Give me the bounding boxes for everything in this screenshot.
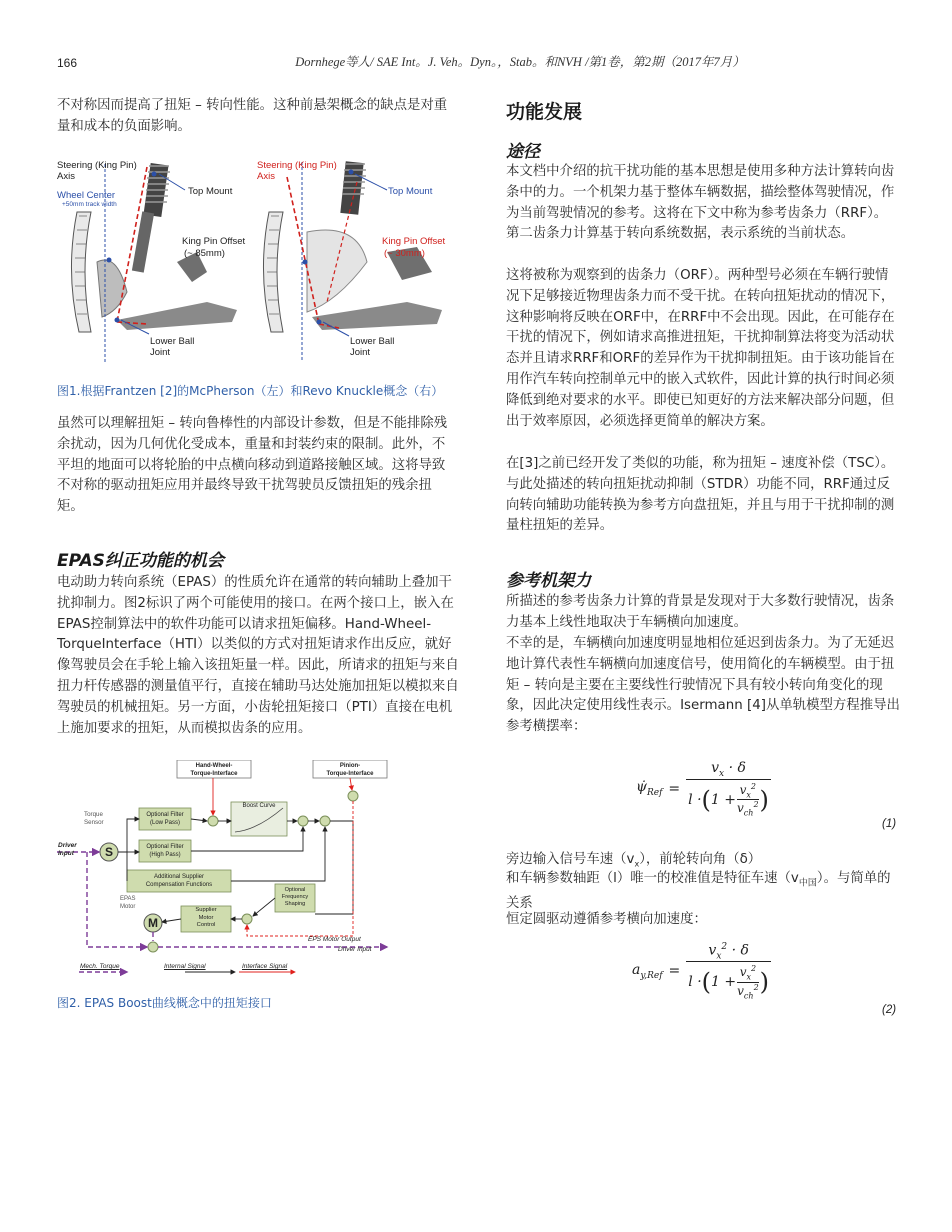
fig2-driver-input-label: Driver Input (58, 842, 77, 857)
fig2-driver-input-right-label: Driver Input (338, 946, 372, 953)
fig1-left-kingpin-label: King Pin Offset (182, 236, 246, 247)
fig2-m-symbol: M (148, 916, 158, 930)
sum-node-2 (298, 816, 308, 826)
fig2-motor-control-label: Supplier Motor Control (195, 907, 217, 928)
figure-1-caption: 图1.根据Frantzen [2]的McPherson（左）和Revo Knuckle概念（右） (57, 384, 444, 398)
fig1-wheel-center-label: Wheel Center (57, 190, 116, 201)
sum-node-pti (348, 791, 358, 801)
fig2-legend-mech: Mech. Torque (80, 963, 120, 970)
fig1-track-label: +50mm track width (62, 201, 117, 208)
fig1-right-offset-value: (~ 30mm) (384, 248, 425, 259)
fig1-left-axis-label: Steering (King Pin) Axis (57, 160, 137, 182)
side-paragraph-3: 恒定圆驱动遵循参考横向加速度： (506, 912, 707, 927)
equation-2-number: (2) (882, 1004, 897, 1016)
fig1-left-offset-value: (~ 85mm) (184, 248, 225, 259)
approach-paragraph-3: 在[3]之前已经开发了类似的功能，称为扭矩 – 速度补偿（TSC）。与此处描述的转向扭矩扰动抑制（STDR）功能不同，RRF通过反向转向辅助功能转换为参考方向盘扭矩，并且与用于干扰抑制的测量柱扭矩的差异。 (506, 456, 895, 534)
fig1-right-axis-label: Steering (King Pin) Axis (257, 160, 337, 182)
heading-approach: 途径 (506, 142, 540, 162)
approach-paragraph-1: 本文档中介绍的抗干扰功能的基本思想是使用多种方法计算转向齿条中的力。一个机架力基于整体车辆数据，描绘整体驾驶情况，作为当前驾驶情况的参考。这将在下文中称为参考齿条力（RRF）。第二齿条力计算基于转向系统数据，表示系统的当前状态。 (506, 164, 895, 242)
fig1-right-lower-ball-label: Lower Ball Joint (350, 336, 395, 358)
equation-1-number: (1) (882, 818, 897, 830)
figure-1-suspension (57, 152, 447, 367)
equation-2: $a_{y,Ref}$ = $v_x^2 \cdot \delta$ l · ( 1 + $v_x^2$ $v_{ch}^2$ ) (632, 942, 770, 1001)
fig1-left-top-mount-label: Top Mount (188, 186, 233, 197)
paragraph-2: 虽然可以理解扭矩 – 转向鲁棒性的内部设计参数，但是不能排除残余扰动，因为几何优化受成本，重量和封装约束的限制。此外，不平坦的地面可以将轮胎的中点横向移动到道路接触区域。这将导致不对称的驱动扭矩应用并最终导致干扰驾驶员反馈扭矩的残余扭矩。 (57, 416, 448, 515)
fig2-legend-internal: Internal Signal (164, 963, 206, 970)
fig2-torque-sensor-label: Torque Sensor (84, 811, 104, 826)
fig1-left-lower-ball-label: Lower Ball Joint (150, 336, 195, 358)
sum-node-1 (208, 816, 218, 826)
sum-node-4 (242, 914, 252, 924)
fig1-left-panel (57, 152, 245, 367)
sum-node-3 (320, 816, 330, 826)
fig2-hti-label: Hand-Wheel- Torque-Interface (190, 763, 238, 777)
fig2-supplier-comp-label: Additional Supplier Compensation Functions (145, 874, 213, 888)
page-number: 166 (57, 56, 78, 70)
side-paragraph-2: 和车辆参数轴距（l）唯一的校准值是特征车速$(v_{中国})$。与简单的关系 (506, 871, 891, 912)
sum-node-5 (148, 942, 158, 952)
ref-paragraph-2: 不幸的是，车辆横向加速度明显地相位延迟到齿条力。为了无延迟地计算代表性车辆横向加速度信号，使用简化的车辆模型。由于扭矩 – 转向是主要在主要线性行驶情况下具有较小转向角变化的现象，因此决定使用线性表示。Isermann [4]从单轨模型方程推导出参考横摆率： (506, 636, 900, 735)
fig2-filter-high-label: Optional Filter (High Pass) (146, 844, 184, 858)
heading-reference-rack-force: 参考机架力 (506, 571, 591, 591)
intro-paragraph: 不对称因而提高了扭矩 – 转向性能。这种前悬架概念的缺点是对重量和成本的负面影响。 (57, 98, 448, 134)
fig2-filter-low-label: Optional Filter (Low Pass) (146, 812, 184, 826)
equation-1: $\psi̇_{Ref}$ = $v_x \cdot \delta$ l · ( 1 + $v_x^2$ $v_{ch}^2$ ) (636, 760, 769, 818)
fig2-freq-shaping-label: Optional Frequency Shaping (281, 887, 309, 907)
ref-paragraph-1: 所描述的参考齿条力计算的背景是发现对于大多数行驶情况，齿条力基本上线性地取决于车辆横向加速度。 (506, 594, 895, 630)
fig2-legend-interface: Interface Signal (242, 963, 288, 970)
heading-function-development: 功能发展 (506, 101, 583, 123)
figure-2-caption: 图2. EPAS Boost曲线概念中的扭矩接口 (57, 996, 272, 1010)
approach-paragraph-2: 这将被称为观察到的齿条力（ORF）。两种型号必须在车辆行驶情况下足够接近物理齿条力而不受干扰。在转向扭矩扰动的情况下，这种影响将反映在ORF中，在RRF中不会出现。因此，在可能存在干扰的情况下，例如请求高推进扭矩，干扰抑制算法将变为活动状态并且请求RRF和ORF的差异作为干扰抑制扭矩。由于该功能旨在用作汽车转向控制单元中的嵌入式软件，因此计算的执行时间必须降低到绝对要求的水平。即使已知更好的方法来解决部分问题，但出于效率原因，必须选择更简单的解决方案。 (506, 268, 895, 429)
paragraph-3: 电动助力转向系统（EPAS）的性质允许在通常的转向辅助上叠加干扰抑制力。图2标识了两个可能使用的接口。在两个接口上，嵌入在EPAS控制算法中的软件功能可以请求扭矩偏移。Hand-Wheel-TorqueInterface（HTI）以类似的方式对扭矩请求作出反应，就好像驾驶员会在手轮上输入该扭矩量一样。因此，所请求的扭矩与来自扭力杆传感器的测量值平行，直接在辅助马达处施加扭矩以模拟来自驾驶员的机械扭矩。另一方面，小齿轮扭矩接口（PTI）直接在电机上施加要求的扭矩，从而模拟齿条的应用。 (57, 575, 459, 736)
running-title: Dornhege等人/ SAE Int。J. Veh。Dyn。，Stab。和NVH /第1卷，第2期（2017年7月） (295, 55, 745, 69)
fig2-s-symbol: S (104, 845, 113, 859)
fig1-right-top-mount-label: Top Mount (388, 186, 433, 197)
fig2-motor-output-label: EPS Motor Output (308, 936, 361, 943)
side-paragraph-1: 旁边输入信号车速$(v_x)$，前轮转向角（δ） (506, 852, 762, 869)
fig1-right-panel (257, 152, 447, 367)
eq1-lhs: $\psi̇_{Ref}$ (636, 779, 663, 799)
fig2-boost-label: Boost Curve (242, 803, 276, 809)
fig2-pti-label: Pinion- Torque-Interface (326, 763, 374, 777)
eq2-lhs: $a_{y,Ref}$ (632, 961, 663, 981)
fig1-right-kingpin-label: King Pin Offset (382, 236, 446, 247)
heading-epas-opportunity: EPAS纠正功能的机会 (57, 551, 224, 571)
fig2-epas-motor-label: EPAS Motor (120, 896, 136, 910)
